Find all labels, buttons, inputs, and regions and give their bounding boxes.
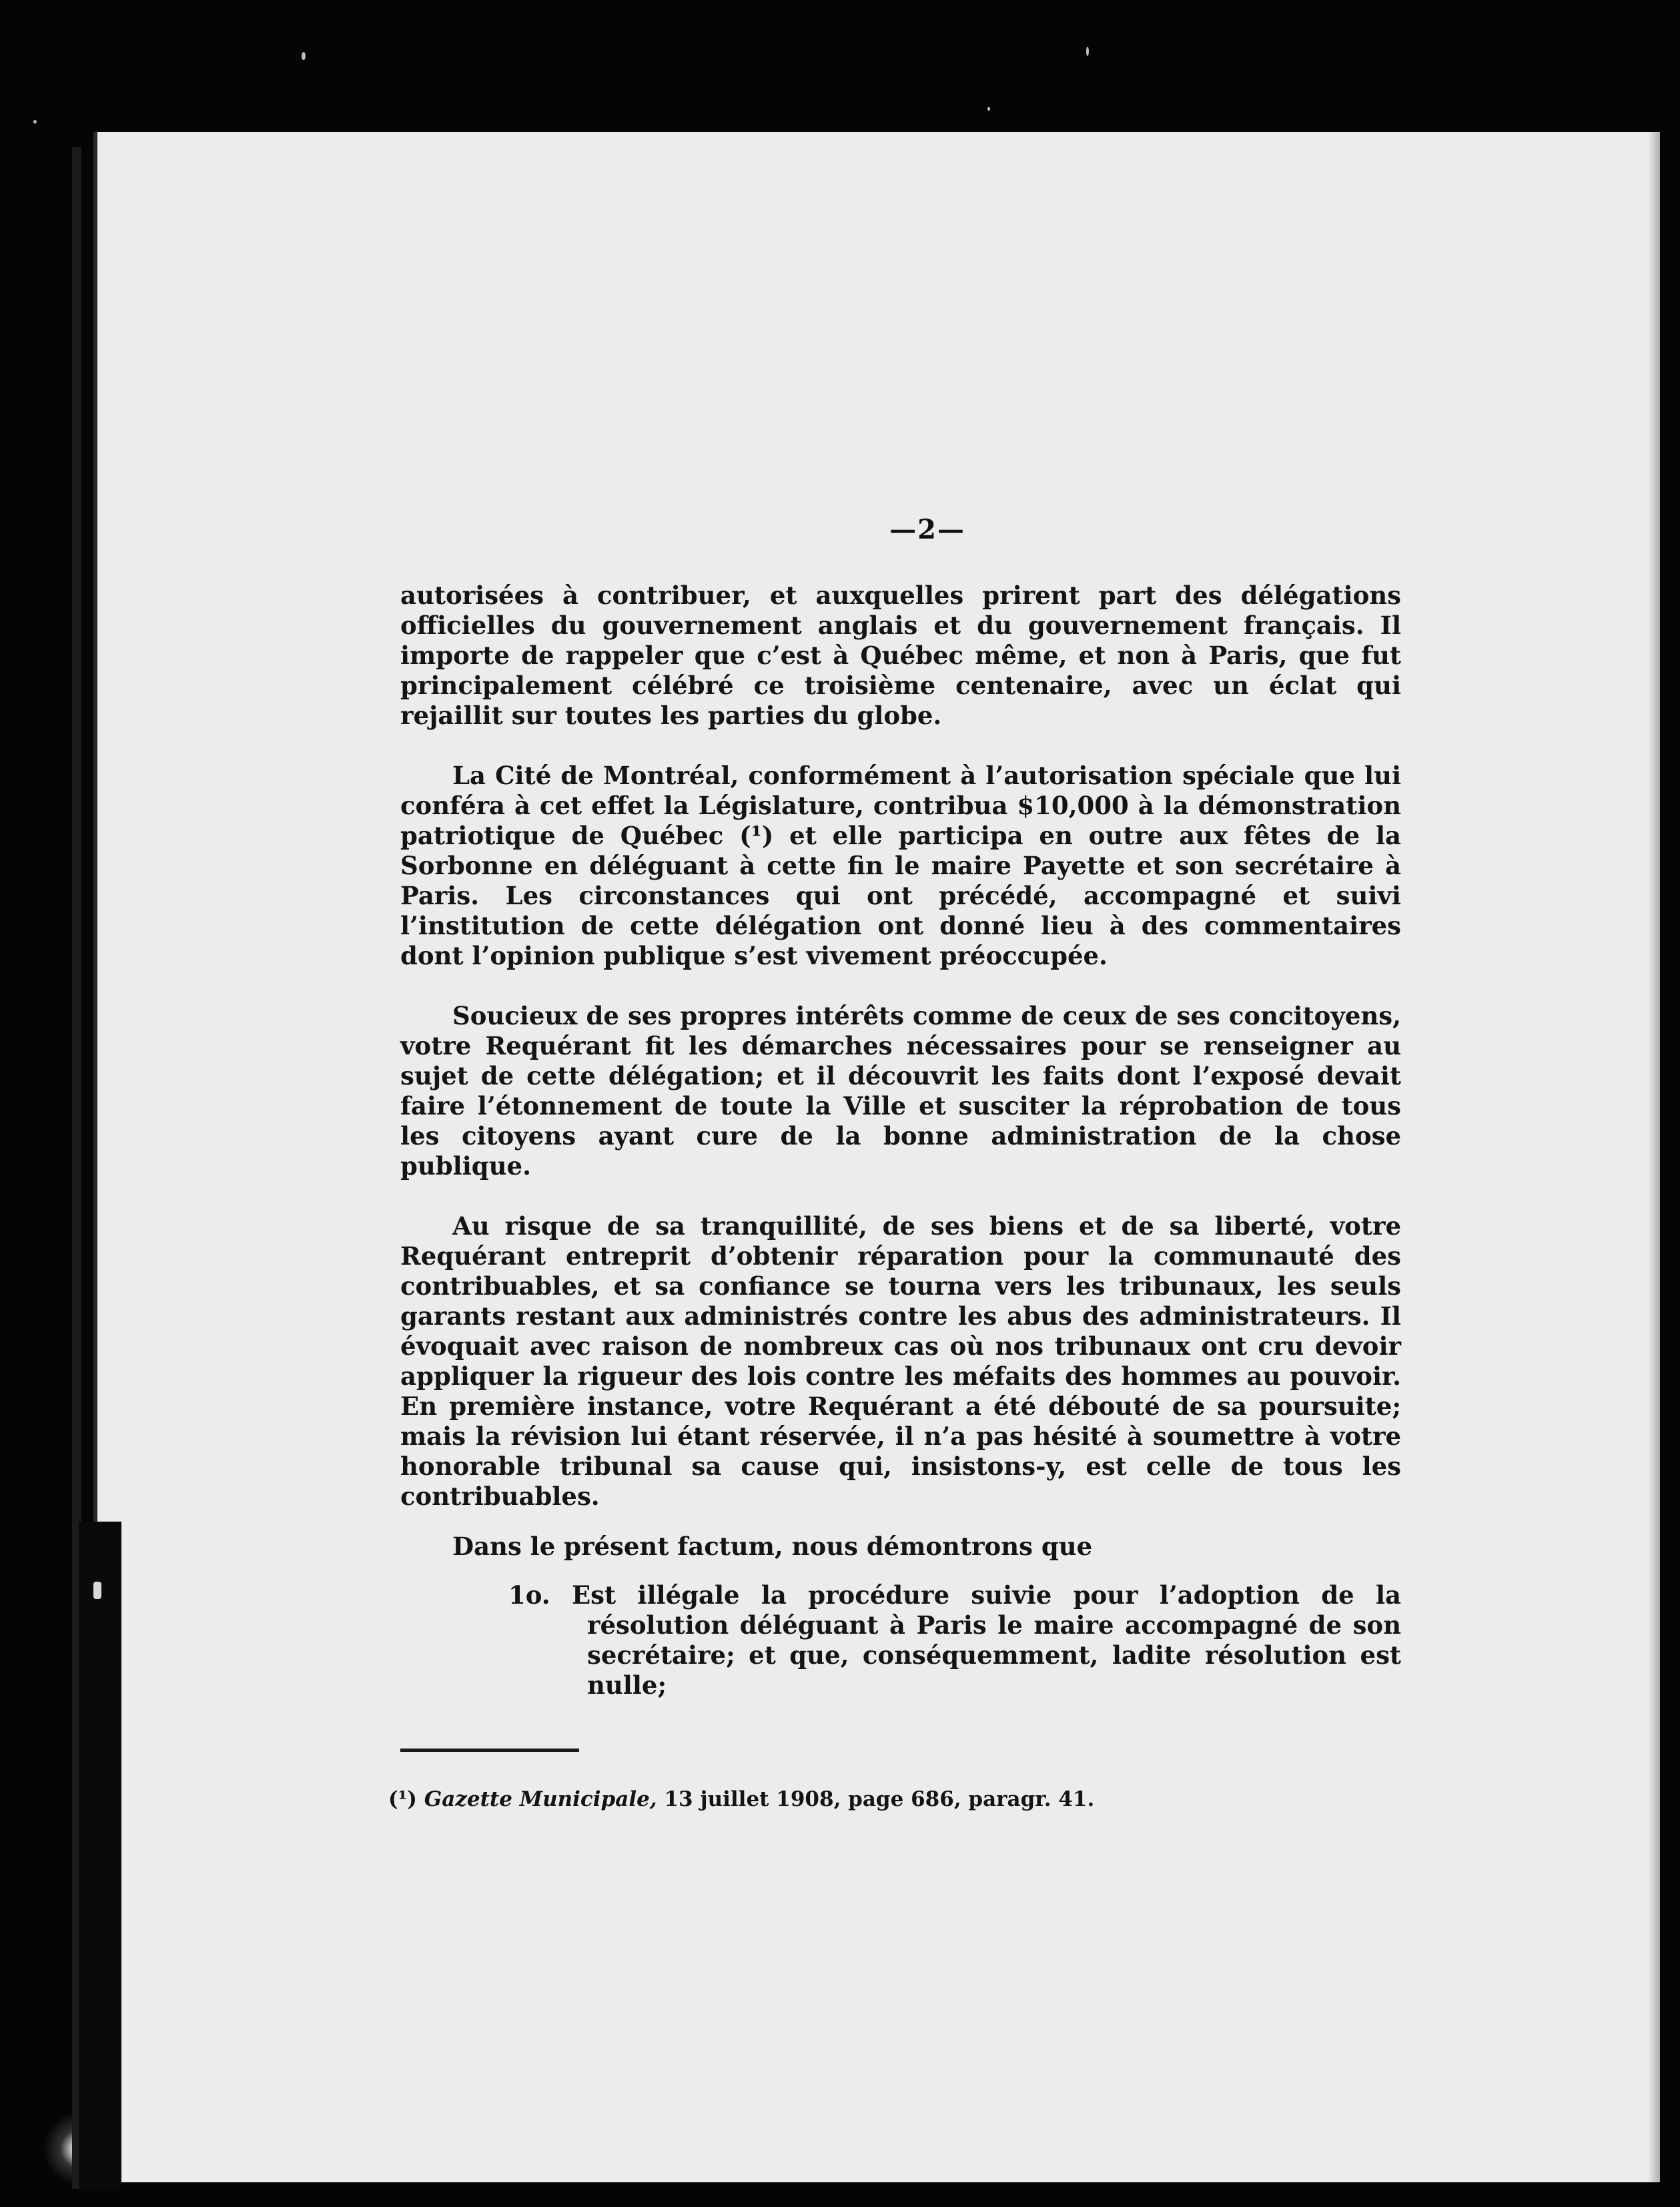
body-text	[400, 581, 1401, 1700]
page-number: —2—	[889, 514, 965, 545]
binder-clip	[79, 1522, 121, 2189]
paragraph-2: La Cité de Montréal, conformément à l’autorisation spéciale que lui conféra à cet effet la Législature, contribua $10,000 à la démonstration patriotique de Québec (¹) et elle participa en outre aux fêtes de la Sorbonne en déléguant à cette fin le maire Payette et son secrétaire à Paris. Les circonstances qui ont précédé, accompagné et suivi l’institution de cette délégation ont donné lieu à des commentaires dont l’opinion publique s’est vivement préoccupée.	[400, 761, 1401, 970]
paragraph-5: Dans le présent factum, nous démontrons que	[452, 1532, 1093, 1561]
paragraph-3: Soucieux de ses propres intérêts comme de ceux de ses concitoyens, votre Requérant fit les démarches nécessaires pour se renseigner au sujet de cette délégation; et il découvrit les faits dont l’exposé devait faire l’étonnement de toute la Ville et susciter la réprobation de tous les citoyens ayant cure de la bonne administration de la chose publique.	[400, 1001, 1401, 1181]
footnote-rest: 13 juillet 1908, page 686, paragr. 41.	[664, 1787, 1095, 1811]
footnote-source: Gazette Municipale,	[424, 1787, 657, 1811]
footnote	[388, 1787, 1389, 1811]
paragraph-1: autorisées à contribuer, et auxquelles prirent part des délégations officielles du gouvernement anglais et du gouvernement français. Il importe de rappeler que c’est à Québec même, et non à Paris, que fut principalement célébré ce troisième centenaire, avec un éclat qui rejaillit sur toutes les parties du globe.	[400, 581, 1401, 730]
footnote-rule	[400, 1749, 579, 1752]
clip-highlight	[93, 1582, 101, 1599]
list-item-1: 1o. Est illégale la procédure suivie pour l’adoption de la résolution déléguant à Paris le maire accompagné de son secrétaire; et que, conséquemment, ladite résolution est nulle;	[508, 1580, 1401, 1700]
page-edge-shadow	[1648, 132, 1660, 2182]
paragraph-4: Au risque de sa tranquillité, de ses biens et de sa liberté, votre Requérant entreprit d’obtenir réparation pour la communauté des contribuables, et sa confiance se tourna vers les tribunaux, les seuls garants restant aux administrés contre les abus des administrateurs. Il évoquait avec raison de nombreux cas où nos tribunaux ont cru devoir appliquer la rigueur des lois contre les méfaits des hommes au pouvoir. En première instance, votre Requérant a été débouté de sa poursuite; mais la révision lui étant réservée, il n’a pas hésité à soumettre à votre honorable tribunal sa cause qui, insistons-y, est celle de tous les contribuables.	[400, 1211, 1401, 1511]
footnote-marker: (¹)	[388, 1787, 417, 1811]
